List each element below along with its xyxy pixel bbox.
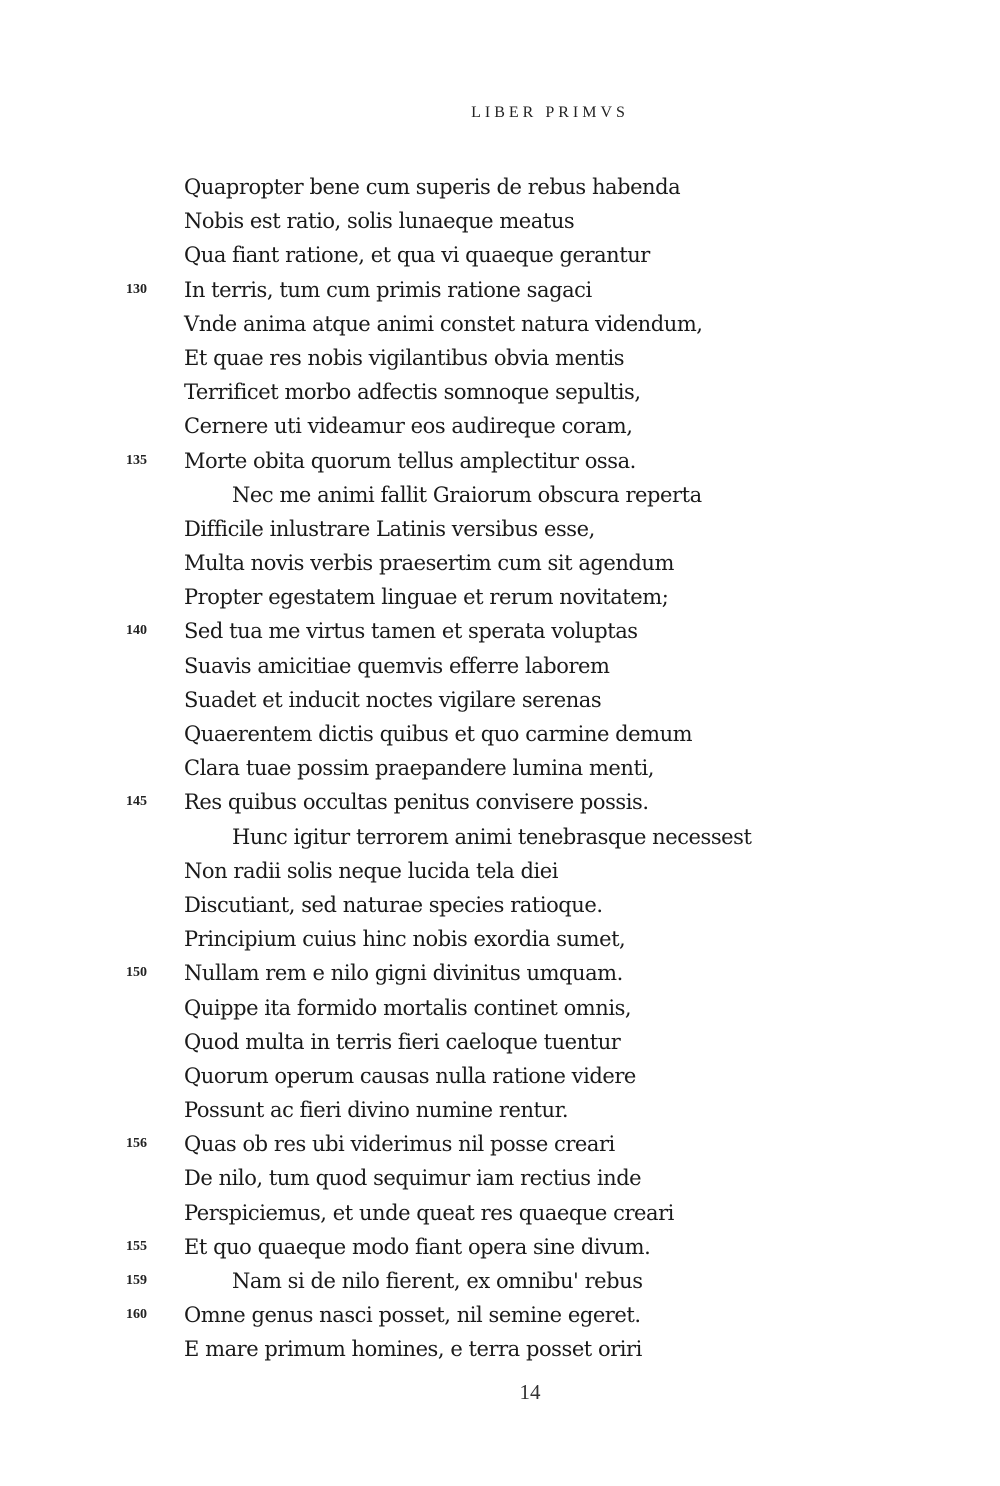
verse-line	[0, 409, 1000, 443]
verse-text: Suadet et inducit noctes vigilare serenas	[184, 687, 602, 712]
line-number: 150	[126, 965, 147, 981]
verse-line	[0, 649, 1000, 683]
verse-text: Possunt ac fieri divino numine rentur.	[184, 1098, 569, 1123]
verse-text: Nec me animi fallit Graiorum obscura reperta	[232, 482, 702, 507]
verse-text: Nobis est ratio, solis lunaeque meatus	[184, 209, 575, 234]
verse-text: Quas ob res ubi viderimus nil posse creari	[184, 1132, 615, 1157]
verse-text: Omne genus nasci posset, nil semine egeret.	[184, 1303, 641, 1328]
verse-line	[0, 580, 1000, 614]
verse-text: Nam si de nilo fierent, ex omnibu' rebus	[232, 1269, 643, 1293]
verse-text: Et quae res nobis vigilantibus obvia mentis	[184, 345, 625, 370]
verse-line	[0, 1161, 1000, 1195]
line-number: 135	[126, 452, 147, 468]
verse-text: Propter egestatem linguae et rerum novitatem;	[184, 585, 669, 610]
verse-line	[0, 1093, 1000, 1127]
verse-text: Et quo quaeque modo fiant opera sine divum.	[184, 1234, 651, 1259]
verse-text: Sed tua me virtus tamen et sperata voluptas	[184, 619, 638, 644]
verse-line	[0, 1332, 1000, 1366]
verse-text: Perspiciemus, et unde queat res quaeque creari	[184, 1200, 674, 1225]
verse-line	[0, 820, 1000, 854]
verse-line	[0, 956, 1000, 990]
verse-line	[0, 854, 1000, 888]
verse-line	[0, 1264, 1000, 1298]
line-number: 145	[126, 794, 147, 810]
verse-text: Nullam rem e nilo gigni divinitus umquam.	[184, 961, 623, 986]
line-number: 155	[126, 1238, 147, 1254]
verse-line	[0, 922, 1000, 956]
verse-text: Multa novis verbis praesertim cum sit agendum	[184, 551, 674, 576]
verse-text: De nilo, tum quod sequimur iam rectius inde	[184, 1166, 642, 1191]
verse-line	[0, 546, 1000, 580]
verse-line	[0, 1059, 1000, 1093]
verse-line	[0, 683, 1000, 717]
verse-line	[0, 785, 1000, 819]
verse-line	[0, 1196, 1000, 1230]
verse-line	[0, 717, 1000, 751]
verse-text: Quaerentem dictis quibus et quo carmine demum	[184, 722, 693, 746]
verse-line	[0, 1298, 1000, 1332]
verse-text: Quorum operum causas nulla ratione videre	[184, 1063, 636, 1088]
verse-line	[0, 307, 1000, 341]
verse-text: Quippe ita formido mortalis continet omnis,	[184, 995, 632, 1020]
verse-line	[0, 1230, 1000, 1264]
verse-text: Principium cuius hinc nobis exordia sumet,	[184, 927, 626, 952]
verse-text: E mare primum homines, e terra posset oriri	[184, 1337, 642, 1362]
verse-line	[0, 1025, 1000, 1059]
page-number: 14	[519, 1380, 541, 1404]
verse-line	[0, 341, 1000, 375]
verse-text: Vnde anima atque animi constet natura videndum,	[184, 311, 703, 336]
verse-line	[0, 1127, 1000, 1161]
verse-text: In terris, tum cum primis ratione sagaci	[184, 277, 592, 302]
verse-line	[0, 375, 1000, 409]
verse-text: Terrificet morbo adfectis somnoque sepultis,	[184, 380, 641, 405]
verse-text: Difficile inlustrare Latinis versibus esse,	[184, 516, 595, 541]
line-number: 160	[126, 1307, 147, 1323]
verse-text: Clara tuae possim praepandere lumina menti,	[184, 756, 654, 781]
verse-line	[0, 204, 1000, 238]
verse-text: Suavis amicitiae quemvis efferre laborem	[184, 653, 610, 678]
verse-text: Quapropter bene cum superis de rebus habenda	[184, 175, 681, 199]
line-number: 156	[126, 1136, 147, 1152]
verse-line	[0, 238, 1000, 272]
line-number: 130	[126, 281, 147, 297]
verse-text: Quod multa in terris fieri caeloque tuentur	[184, 1029, 621, 1054]
poem-text	[0, 170, 1000, 1367]
line-number: 140	[126, 623, 147, 639]
verse-text: Morte obita quorum tellus amplectitur ossa.	[184, 448, 636, 473]
verse-text: Hunc igitur terrorem animi tenebrasque necessest	[232, 824, 752, 849]
verse-line	[0, 478, 1000, 512]
verse-line	[0, 273, 1000, 307]
verse-text: Discutiant, sed naturae species ratioque.	[184, 892, 603, 917]
verse-line	[0, 444, 1000, 478]
verse-line	[0, 991, 1000, 1025]
verse-text: Cernere uti videamur eos audireque coram,	[184, 414, 633, 439]
verse-line	[0, 512, 1000, 546]
running-head: LIBER PRIMVS	[471, 104, 629, 121]
verse-line	[0, 888, 1000, 922]
verse-line	[0, 751, 1000, 785]
line-number: 159	[126, 1273, 147, 1288]
verse-line	[0, 170, 1000, 204]
verse-text: Qua fiant ratione, et qua vi quaeque gerantur	[184, 243, 650, 268]
verse-line	[0, 614, 1000, 648]
verse-text: Res quibus occultas penitus convisere possis.	[184, 790, 649, 815]
verse-text: Non radii solis neque lucida tela diei	[184, 858, 558, 883]
